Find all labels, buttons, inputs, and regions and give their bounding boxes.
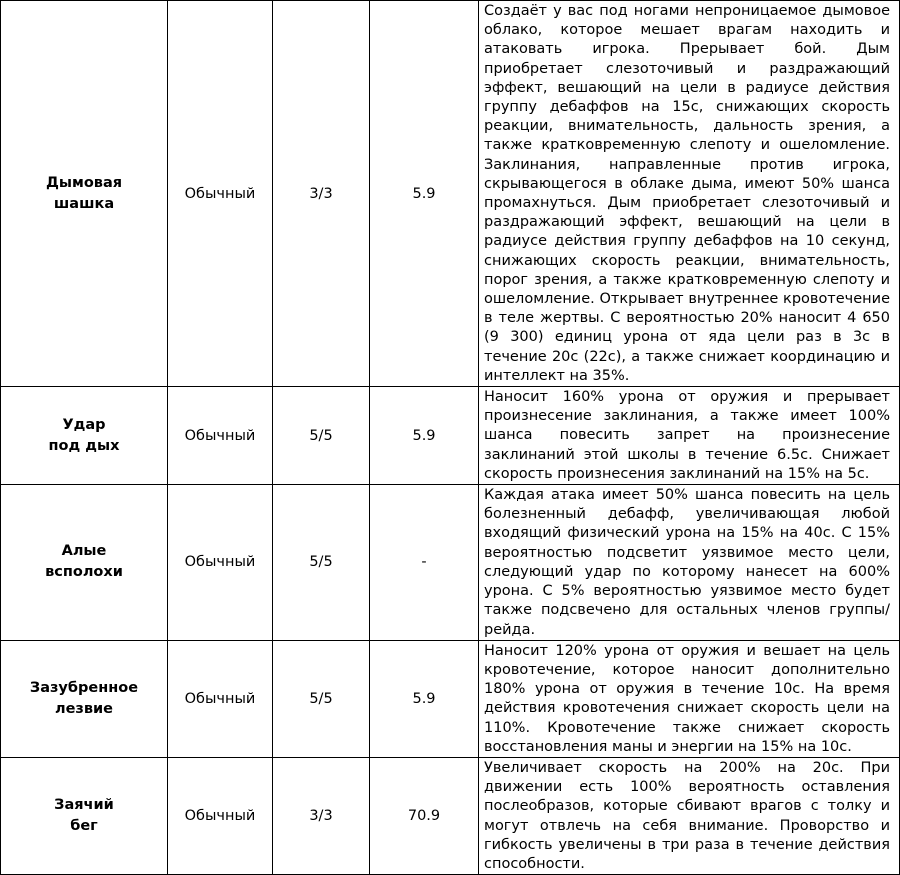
table-row [1, 387, 900, 485]
skill-rarity: Обычный [168, 757, 273, 874]
skill-description: Каждая атака имеет 50% шанса повесить на цель болезненный дебафф, увеличивающая любой входящий физический урона на 15% на 40с. С 15% вероятностью подсветит уязвимое место цели, следующий удар по которому нанесет на 600% урона. С 5% вероятностью уязвимое место будет также подсвечено для остальных членов группы/рейда. [484, 487, 890, 638]
skill-value: 5.9 [370, 1, 479, 387]
skill-description: Наносит 160% урона от оружия и прерывает произнесение заклинания, а также имеет 100% шанса повесить запрет на произнесение заклинаний этой школы в течение 6.5с. Снижает скорость произнесения заклинаний на 15% на 5с. [484, 389, 890, 482]
skill-name-cell [1, 757, 168, 874]
skill-description-cell [479, 1, 900, 387]
skill-value: 5.9 [370, 640, 479, 757]
skill-name-line: Удар [62, 416, 106, 433]
skill-name-line: шашка [53, 195, 115, 212]
skill-description-cell [479, 485, 900, 641]
skill-name-line: Заячий [54, 797, 114, 814]
table-row [1, 757, 900, 874]
skill-rank: 5/5 [273, 640, 370, 757]
skill-description-cell [479, 640, 900, 757]
skill-rank: 3/3 [273, 1, 370, 387]
skill-description: Увеличивает скорость на 200% на 20с. При движении есть 100% вероятность оставления послеобразов, которые сбивают врагов с толку и могут отвлечь на себя внимание. Проворство и гибкость увеличены в три раза в течение действия способности. [484, 759, 890, 872]
skill-name-line: бег [70, 818, 98, 835]
skill-description-cell [479, 757, 900, 874]
skill-rank: 5/5 [273, 485, 370, 641]
skill-value: - [370, 485, 479, 641]
skill-rarity: Обычный [168, 485, 273, 641]
skill-name-line: Зазубренное [29, 679, 139, 696]
skill-name-line: лезвие [54, 700, 114, 717]
skill-description: Создаёт у вас под ногами непроницаемое дымовое облако, которое мешает врагам находить и атаковать игрока. Прерывает бой. Дым приобретает слезоточивый и раздражающий эффект, вешающий на цели в радиусе действия группу дебаффов на 15с, снижающих скорость реакции, внимательность, дальность зрения, а также кратковременную слепоту и ошеломление. Заклинания, направленные против игрока, скрывающегося в облаке дыма, имеют 50% шанса промахнуться. Дым приобретает слезоточивый и раздражающий эффект, вешающий на цели в радиусе действия группу дебаффов на 10 секунд, снижающих скорость реакции, внимательность, порог зрения, а также кратковременную слепоту и ошеломление. Открывает внутреннее кровотечение в теле жертвы. С вероятностью 20% наносит 4 650 (9 300) единиц урона от яда цели раз в 3с в течение 20с (22с), а также снижает координацию и интеллект на 35%. [484, 3, 890, 384]
table-row [1, 640, 900, 757]
skill-name-line: всполохи [45, 564, 123, 581]
skill-name-cell [1, 485, 168, 641]
skill-rarity: Обычный [168, 387, 273, 485]
skill-value: 70.9 [370, 757, 479, 874]
skill-name-cell [1, 640, 168, 757]
table-row [1, 485, 900, 641]
skill-rarity: Обычный [168, 1, 273, 387]
skill-value: 5.9 [370, 387, 479, 485]
skill-rarity: Обычный [168, 640, 273, 757]
skill-name-cell [1, 387, 168, 485]
skill-name-line: под дых [48, 437, 120, 454]
skill-name-line: Дымовая [45, 174, 123, 191]
skill-description-cell [479, 387, 900, 485]
skill-name-line: Алые [61, 543, 107, 560]
table-row [1, 1, 900, 387]
skill-rank: 5/5 [273, 387, 370, 485]
skill-name-cell [1, 1, 168, 387]
skill-rank: 3/3 [273, 757, 370, 874]
skill-description: Наносит 120% урона от оружия и вешает на цель кровотечение, которое наносит дополнительно 180% урона от оружия в течение 10с. На время действия кровотечения снижает скорость цели на 110%. Кровотечение также снижает скорость восстановления маны и энергии на 15% на 10с. [484, 642, 890, 755]
